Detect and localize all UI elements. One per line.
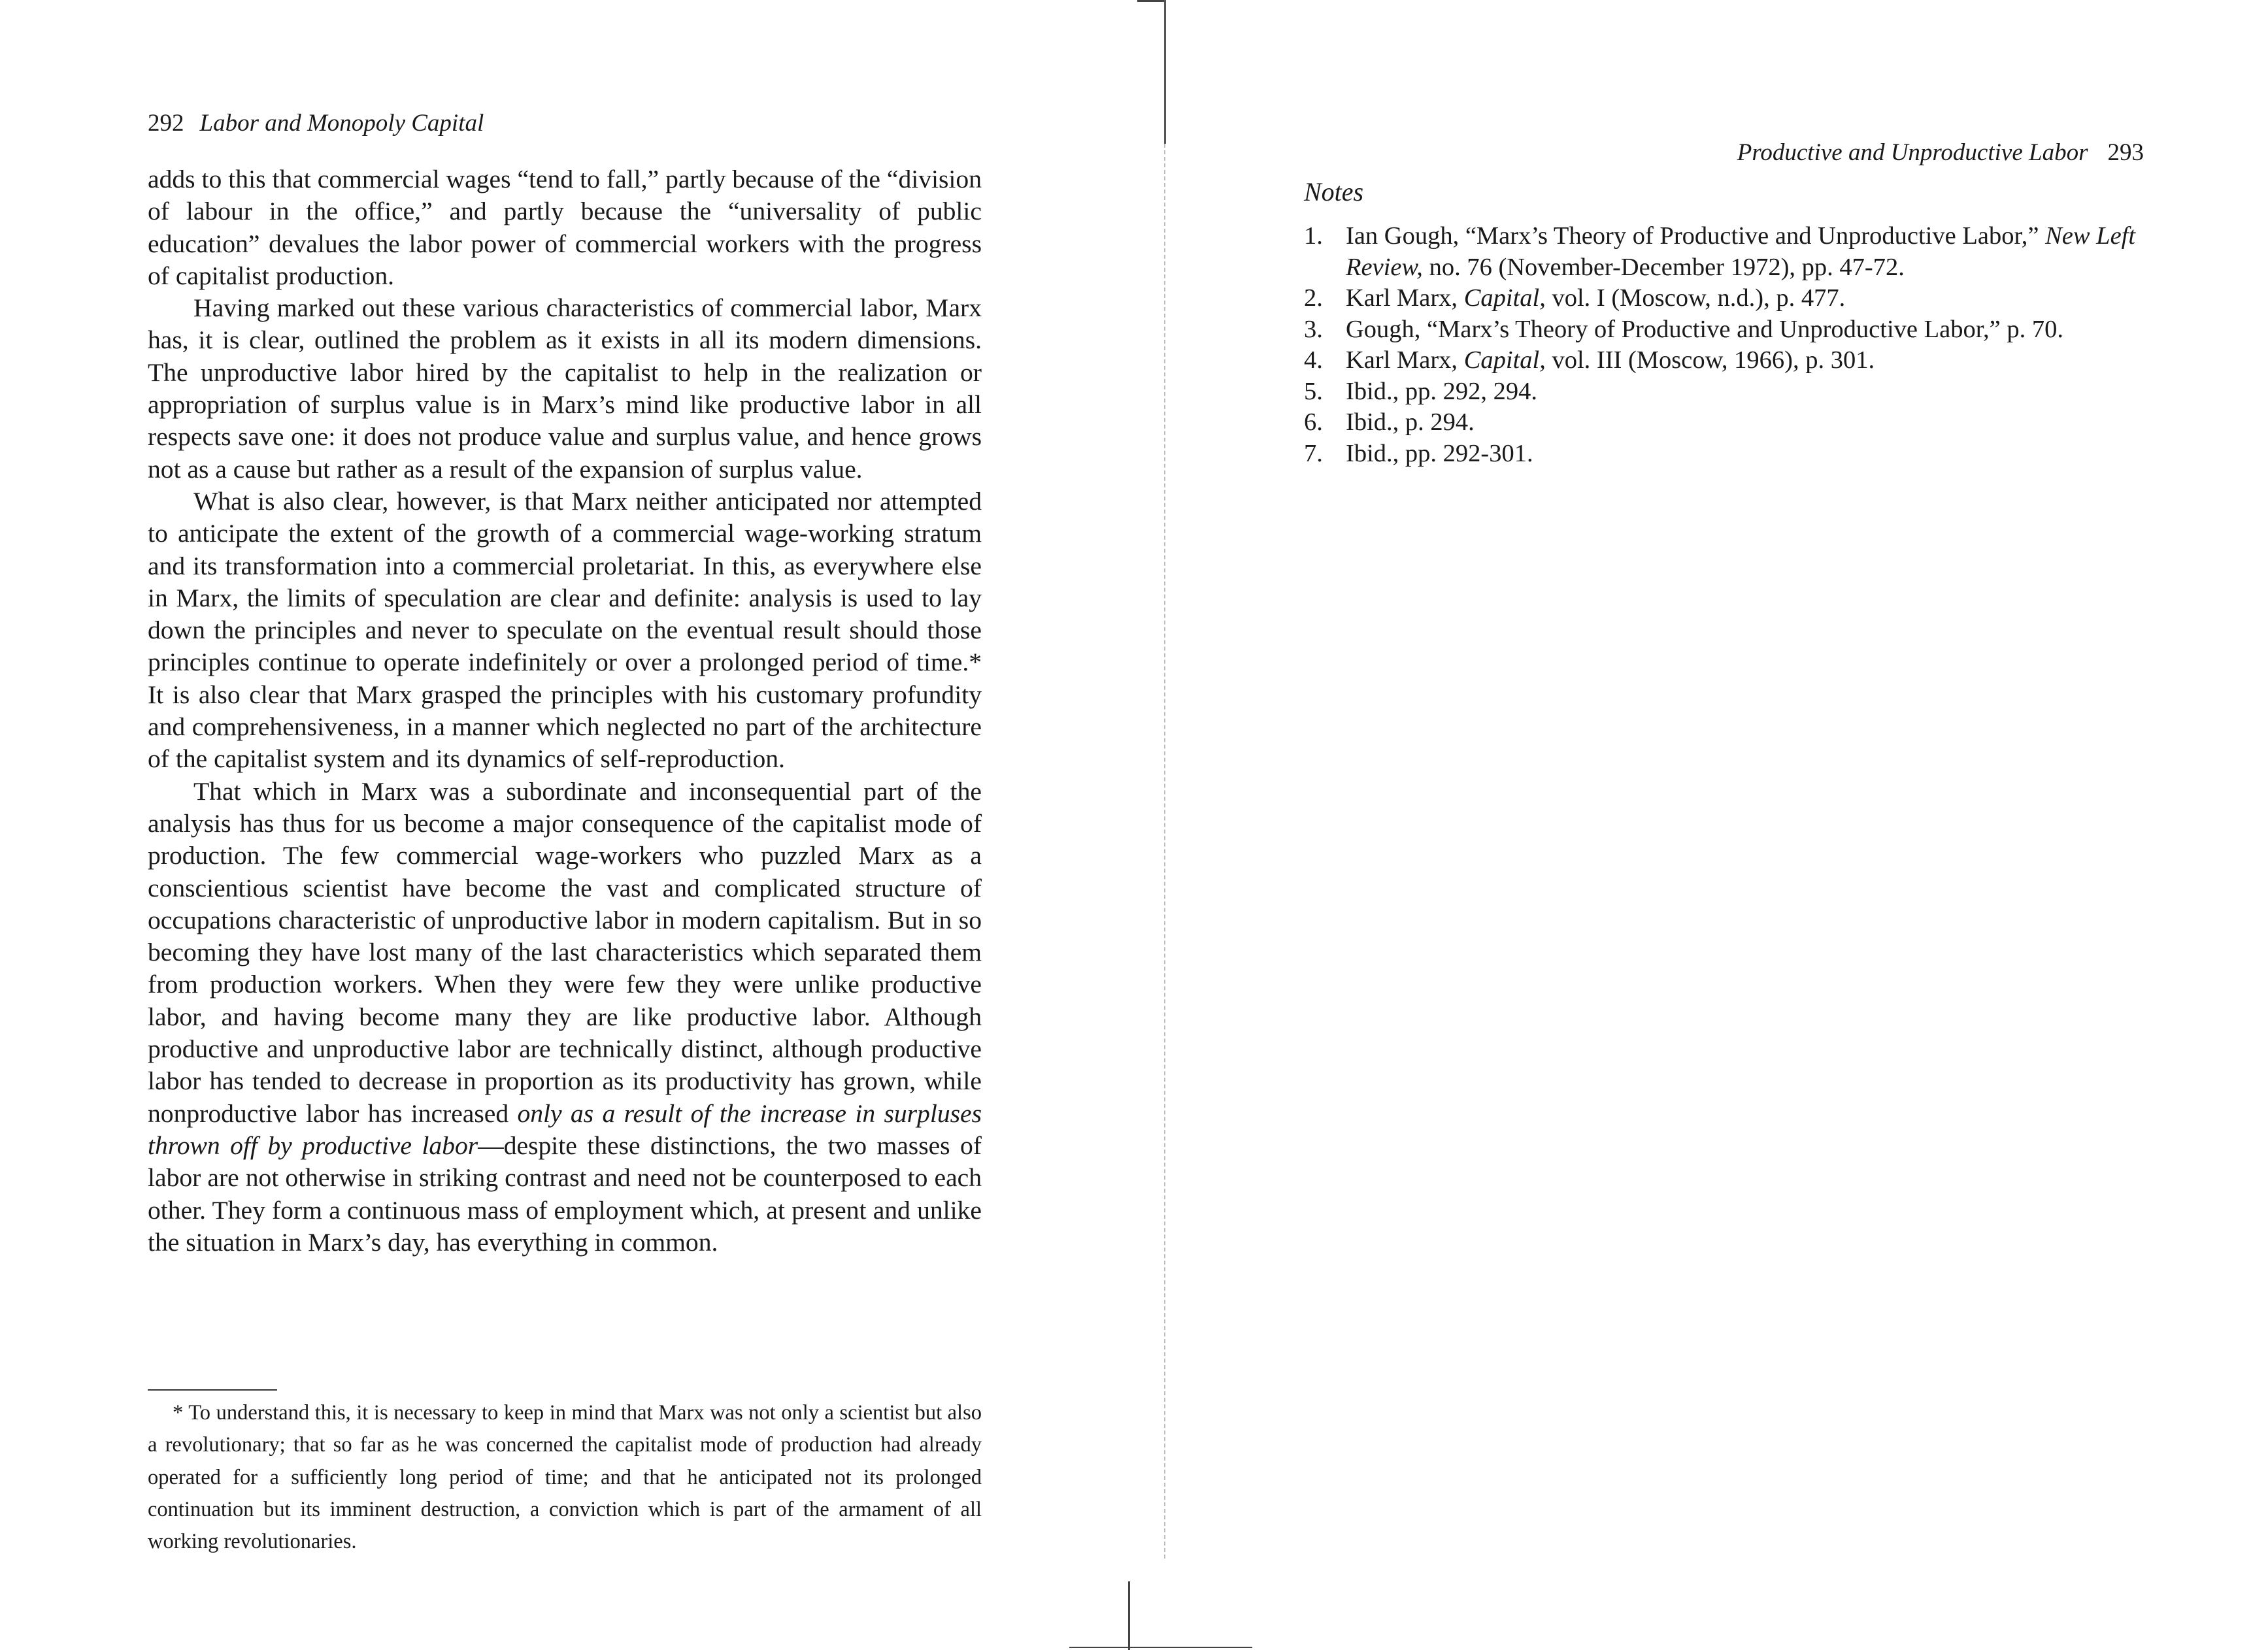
- note-item: [1304, 221, 2147, 283]
- paragraph-4-end: —despite these distinctions, the two masses of labor are not otherwise in striking contrast and need not be counterposed to each other. They form a continuous mass of employment which, at present and unlike the situation in Marx’s day, has everything in common.: [148, 1130, 982, 1257]
- left-running-head: [148, 109, 484, 137]
- note-text: Ian Gough, “Marx’s Theory of Productive and Unproductive Labor,”: [1346, 222, 2046, 250]
- note-number: 7.: [1304, 439, 1323, 467]
- note-item: [1304, 407, 2147, 438]
- note-italic: Capital,: [1463, 284, 1546, 312]
- note-text: Ibid., pp. 292, 294.: [1346, 377, 1538, 405]
- note-text: Karl Marx,: [1346, 346, 1464, 374]
- note-number: 6.: [1304, 408, 1323, 436]
- note-text-end: vol. I (Moscow, n.d.), p. 477.: [1545, 284, 1846, 312]
- note-text: Gough, “Marx’s Theory of Productive and Unproductive Labor,” p. 70.: [1346, 315, 2063, 343]
- right-page-number: 293: [2107, 139, 2144, 166]
- note-text-end: vol. III (Moscow, 1966), p. 301.: [1545, 346, 1875, 374]
- gutter-dotted-line: [1164, 144, 1165, 1559]
- note-number: 4.: [1304, 346, 1323, 374]
- note-item: [1304, 345, 2147, 376]
- gutter-bottom-rule: [1069, 1647, 1252, 1648]
- note-italic: Capital,: [1463, 346, 1546, 374]
- gutter-line: [1164, 0, 1166, 144]
- paragraph-4: [148, 776, 982, 1259]
- note-text: Karl Marx,: [1346, 284, 1464, 312]
- note-number: 1.: [1304, 222, 1323, 250]
- note-number: 3.: [1304, 315, 1323, 343]
- gutter-bottom-line: [1128, 1581, 1130, 1650]
- note-text-end: no. 76 (November-December 1972), pp. 47-72.: [1422, 253, 1905, 281]
- notes-heading: Notes: [1304, 177, 1364, 206]
- note-text: Ibid., p. 294.: [1346, 408, 1475, 436]
- right-running-head: [1737, 139, 2144, 167]
- right-running-title: Productive and Unproductive Labor: [1737, 139, 2088, 166]
- note-item: [1304, 376, 2147, 408]
- paragraph-4-italic: only as a result of the increase in surpluses thrown off by productive labor: [148, 1098, 982, 1160]
- note-italic: New Left Review,: [1346, 222, 2136, 281]
- paragraph-1: adds to this that commercial wages “tend to fall,” partly because of the “division of labour in the office,” and partly because the “universality of public education” devalues the labor power of commercial workers with the progress of capitalist production.: [148, 165, 982, 290]
- notes-list: [1304, 221, 2147, 469]
- left-page-number: 292: [148, 110, 184, 137]
- note-number: 2.: [1304, 284, 1323, 312]
- paragraph-2: Having marked out these various characteristics of commercial labor, Marx has, it is clear, outlined the problem as it exists in all its modern dimensions. The unproductive labor hired by the capitalist to help in the realization or appropriation of surplus value is in Marx’s mind like productive labor in all respects save one: it does not produce value and surplus value, and hence grows not as a cause but rather as a result of the expansion of surplus value.: [148, 293, 982, 484]
- note-text: Ibid., pp. 292-301.: [1346, 439, 1533, 467]
- paragraph-4-start: That which in Marx was a subordinate and inconsequential part of the analysis has thus for us become a major consequence of the capitalist mode of production. The few commercial wage-workers who puzzled Marx as a conscientious scientist have become the vast and complicated structure of occupations characteristic of unproductive labor in modern capitalism. But in so becoming they have lost many of the last characteristics which separated them from production workers. When they were few they were unlike productive labor, and having become many they are like productive labor. Although productive and unproductive labor are technically distinct, although productive labor has tended to decrease in proportion as its productivity has grown, while nonproductive labor has increased: [148, 776, 982, 1128]
- left-running-title: Labor and Monopoly Capital: [199, 110, 484, 137]
- paragraph-3: What is also clear, however, is that Marx neither anticipated nor attempted to anticipate the extent of the growth of a commercial wage-working stratum and its transformation into a commercial proletariat. In this, as everywhere else in Marx, the limits of speculation are clear and definite: analysis is used to lay down the principles and never to speculate on the eventual result should those principles continue to operate indefinitely or over a prolonged period of time.* It is also clear that Marx grasped the principles with his customary profundity and comprehensiveness, in a manner which neglected no part of the architecture of the capitalist system and its dynamics of self-reproduction.: [148, 486, 982, 774]
- note-item: [1304, 283, 2147, 314]
- footnote: * To understand this, it is necessary to keep in mind that Marx was not only a scientist but also a revolutionary; that so far as he was concerned the capitalist mode of production had already operated for a sufficiently long period of time; and that he anticipated not its prolonged continuation but its imminent destruction, a conviction which is part of the armament of all working revolutionaries.: [148, 1401, 982, 1554]
- note-item: [1304, 314, 2147, 346]
- gutter-top-mark: [1137, 0, 1165, 2]
- footnote-rule: [148, 1389, 277, 1391]
- note-number: 5.: [1304, 377, 1323, 405]
- note-item: [1304, 438, 2147, 470]
- left-body-text: [148, 163, 982, 1259]
